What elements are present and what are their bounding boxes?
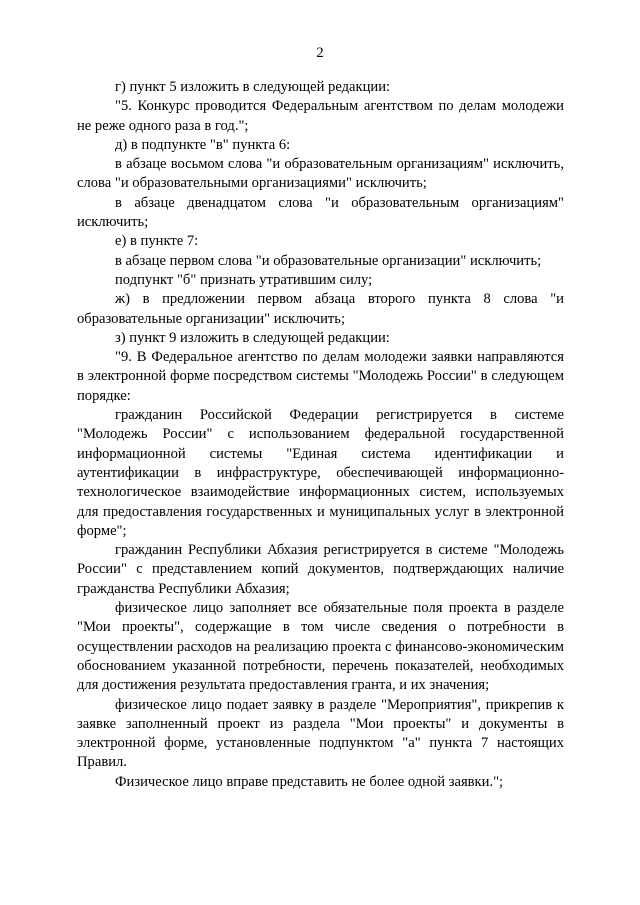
paragraph-item-g: г) пункт 5 изложить в следующей редакции: bbox=[115, 79, 391, 95]
paragraph-rf-citizen: гражданин Российской Федерации регистрируется в системе "Молодежь России" с использованием федеральной государственной информационной системы "Единая система идентификации и аутентификации в инфраструктуре, обеспечивающей информационно-технологическое взаимодействие информационных систем, используемых для предоставления государственных и муниципальных услуг в электронной форме"; bbox=[77, 407, 564, 539]
page-number: 2 bbox=[316, 45, 324, 61]
paragraph-item-d: д) в подпункте "в" пункта 6: bbox=[115, 136, 291, 153]
paragraph-point-5-text: "5. Конкурс проводится Федеральным агентством по делам молодежи не реже одного раза в год."; bbox=[77, 98, 564, 134]
paragraph-point-9-intro: "9. В Федеральное агентство по делам молодежи заявки направляются в электронной форме посредством системы "Молодежь России" в следующем порядке: bbox=[77, 349, 564, 404]
paragraph-fill-project: физическое лицо заполняет все обязательные поля проекта в разделе "Мои проекты", содержащие в том числе сведения о потребности в осуществлении расходов на реализацию проекта с финансово-экономическим обоснованием указанной потребности, перечень показателей, необходимых для достижения результата предоставления гранта, и их значения; bbox=[77, 600, 564, 694]
paragraph-subpoint-b: подпункт "б" признать утратившим силу; bbox=[115, 271, 373, 288]
paragraph-one-application: Физическое лицо вправе представить не более одной заявки."; bbox=[115, 773, 504, 790]
document-body bbox=[77, 78, 564, 792]
paragraph-item-e: е) в пункте 7: bbox=[115, 233, 199, 250]
paragraph-abzats-8: в абзаце восьмом слова "и образовательным организациям" исключить, слова "и образовательными организациями" исключить; bbox=[77, 156, 564, 192]
paragraph-item-z: з) пункт 9 изложить в следующей редакции: bbox=[115, 329, 390, 346]
paragraph-abzats-12: в абзаце двенадцатом слова "и образовательным организациям" исключить; bbox=[77, 194, 564, 231]
paragraph-abkhazia-citizen: гражданин Республики Абхазия регистрируется в системе "Молодежь России" с представлением копий документов, подтверждающих наличие гражданства Республики Абхазия; bbox=[77, 542, 564, 597]
paragraph-submit-application: физическое лицо подает заявку в разделе "Мероприятия", прикрепив к заявке заполненный проект из раздела "Мои проекты" и документы в электронной форме, установленные подпунктом "а" пункта 7 настоящих Правил. bbox=[77, 696, 564, 771]
paragraph-abzats-1: в абзаце первом слова "и образовательные организации" исключить; bbox=[115, 252, 542, 269]
paragraph-item-zh: ж) в предложении первом абзаца второго пункта 8 слова "и образовательные организации" исключить; bbox=[77, 291, 564, 327]
